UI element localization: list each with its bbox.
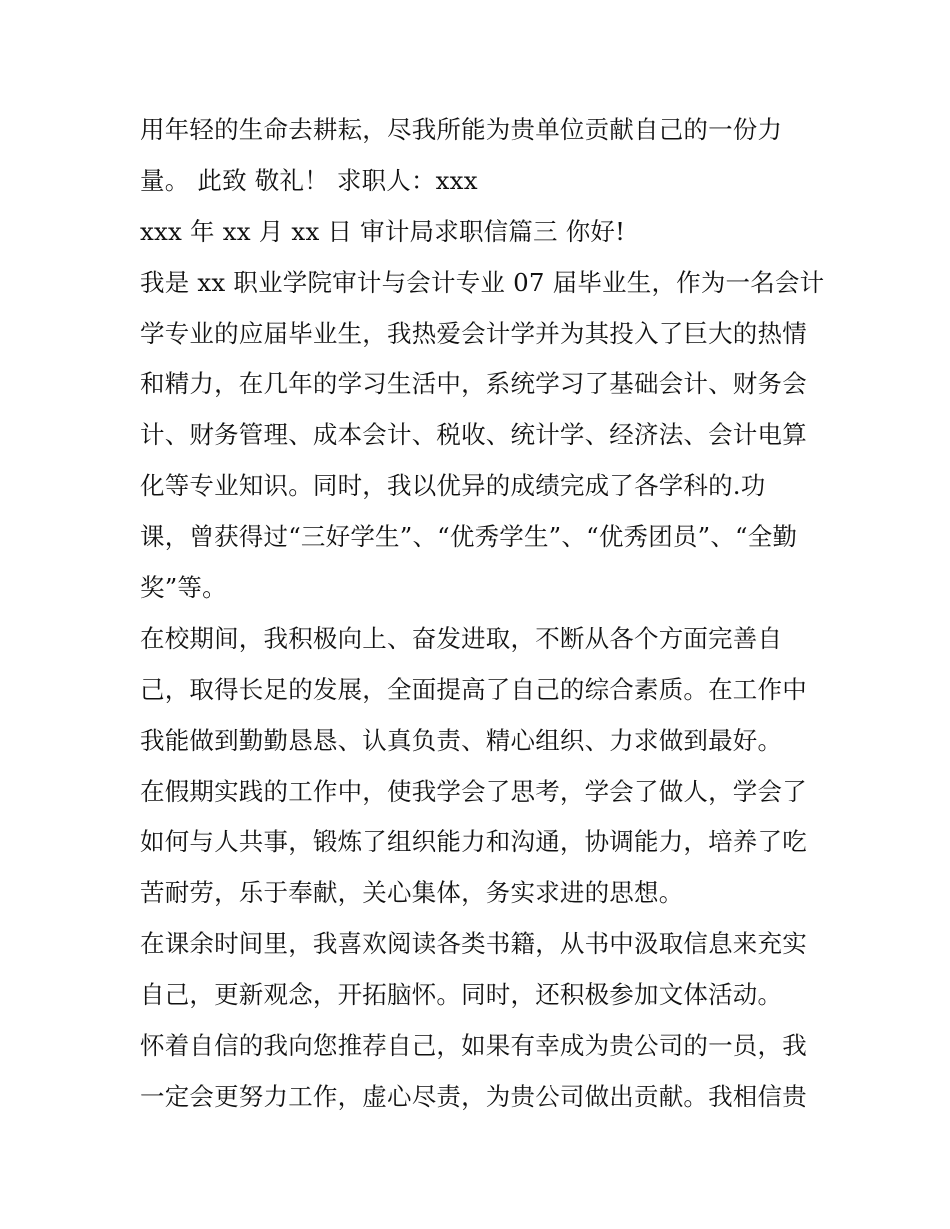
text-line: 化等专业知识。同时，我以优异的成绩完成了各学科的.功 [140, 471, 766, 501]
text-line: 如何与人共事，锻炼了组织能力和沟通，协调能力，培养了吃 [140, 827, 807, 857]
document-body [140, 105, 825, 1123]
text-line: 和精力，在几年的学习生活中，系统学习了基础会计、财务会 [140, 369, 807, 399]
text-line: 在课余时间里，我喜欢阅读各类书籍，从书中汲取信息来充实 [140, 929, 807, 959]
text-line: 奖”等。 [140, 573, 227, 603]
text-line: 一定会更努力工作，虚心尽责，为贵公司做出贡献。我相信贵 [140, 1081, 807, 1111]
text-line: 自己，更新观念，开拓脑怀。同时，还积极参加文体活动。 [140, 980, 783, 1010]
text-line: 学专业的应届毕业生，我热爱会计学并为其投入了巨大的热情 [140, 318, 807, 348]
text-line: 在校期间，我积极向上、奋发进取，不断从各个方面完善自 [140, 623, 783, 653]
text-line: 在假期实践的工作中，使我学会了思考，学会了做人，学会了 [140, 776, 807, 806]
text-line: 我是 xx 职业学院审计与会计专业 07 届毕业生，作为一名会计 [140, 267, 825, 297]
text-line: xxx 年 xx 月 xx 日 审计局求职信篇三 你好! [140, 216, 626, 246]
text-line: 苦耐劳，乐于奉献，关心集体，务实求进的思想。 [140, 878, 684, 908]
text-line: 我能做到勤勤恳恳、认真负责、精心组织、力求做到最好。 [140, 725, 783, 755]
text-line: 课，曾获得过“三好学生”、“优秀学生”、“优秀团员”、“全勤 [140, 522, 798, 552]
text-line: 用年轻的生命去耕耘，尽我所能为贵单位贡献自己的一份力 [140, 115, 783, 144]
text-line: 计、财务管理、成本会计、税收、统计学、经济法、会计电算 [140, 420, 807, 450]
text-line: 己，取得长足的发展，全面提高了自己的综合素质。在工作中 [140, 674, 807, 704]
text-line: 量。 此致 敬礼！ 求职人：xxx [140, 165, 478, 195]
text-line: 怀着自信的我向您推荐自己，如果有幸成为贵公司的一员，我 [140, 1031, 807, 1061]
